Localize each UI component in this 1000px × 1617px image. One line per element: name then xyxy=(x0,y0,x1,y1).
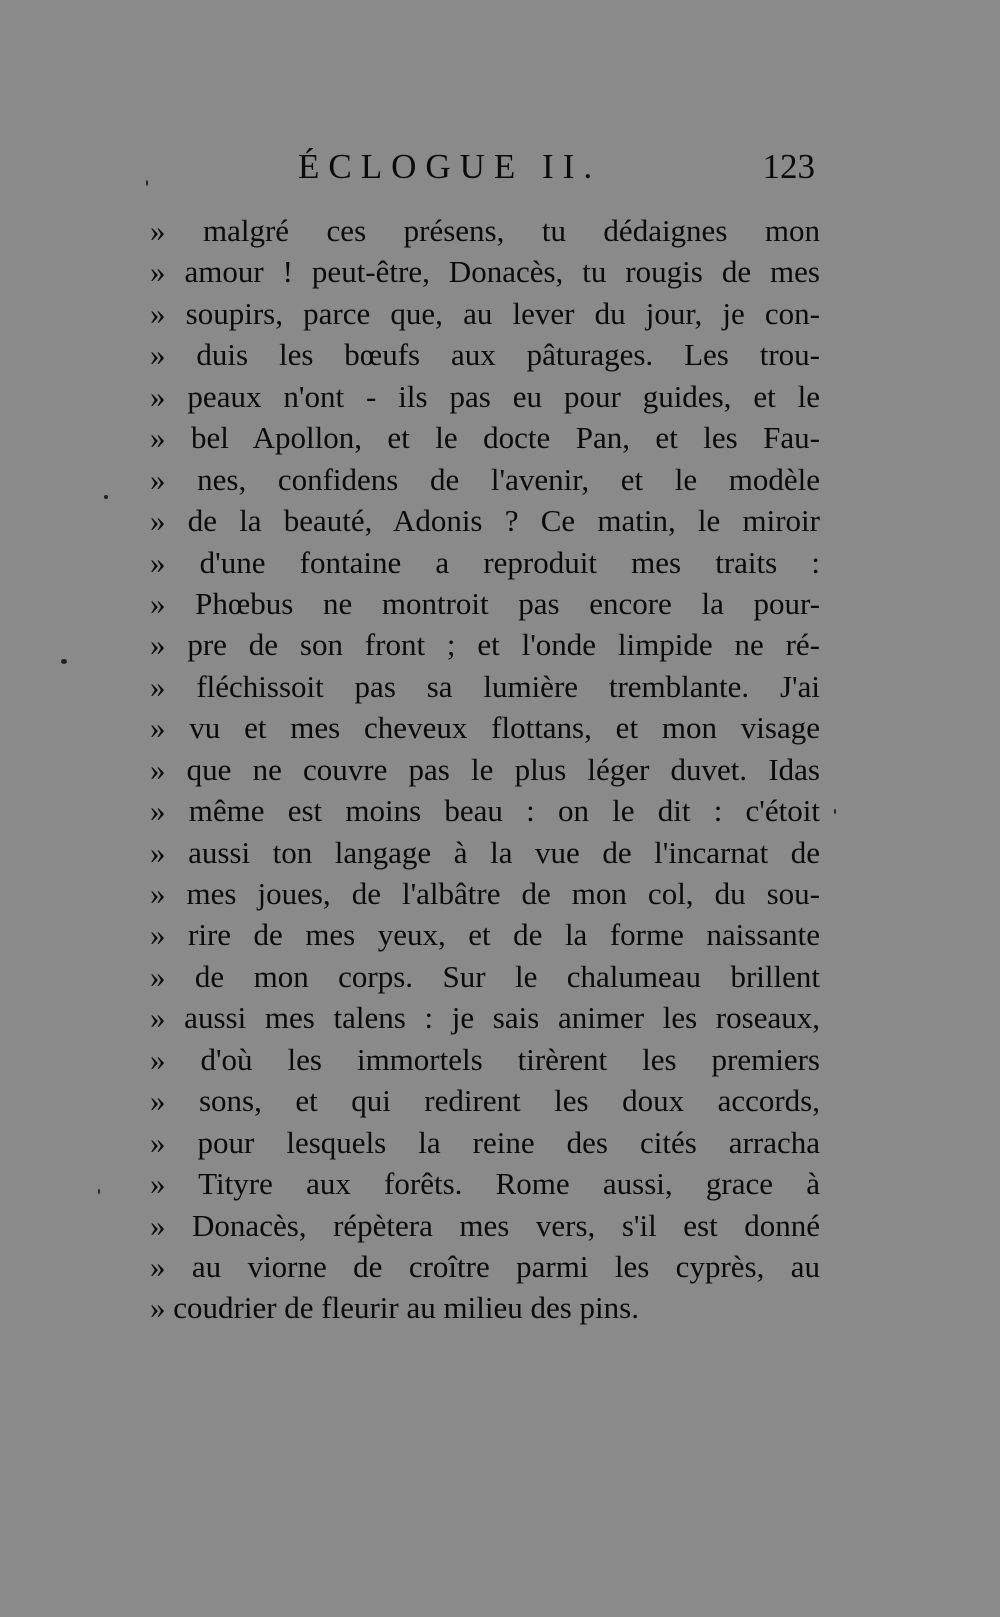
running-title: ÉCLOGUE II. xyxy=(298,147,602,186)
body-text xyxy=(150,210,820,1329)
text-line: » Donacès, répètera mes vers, s'il est donné xyxy=(150,1207,820,1243)
text-line: » peaux n'ont - ils pas eu pour guides, et le xyxy=(150,378,820,414)
text-line: » rire de mes yeux, et de la forme naissante xyxy=(150,917,820,953)
text-line: » Tityre aux forêts. Rome aussi, grace à xyxy=(150,1166,820,1202)
text-line: » que ne couvre pas le plus léger duvet. Idas xyxy=(150,751,820,787)
text-line: » fléchissoit pas sa lumière tremblante. J'ai xyxy=(150,668,820,704)
running-head xyxy=(150,142,815,192)
scan-speck xyxy=(104,495,108,499)
text-line: » duis les bœufs aux pâturages. Les trou- xyxy=(150,337,820,373)
text-line: » même est moins beau : on le dit : c'étoit xyxy=(150,793,820,829)
scan-speck xyxy=(834,809,836,814)
text-line: » malgré ces présens, tu dédaignes mon xyxy=(150,213,820,248)
text-line: » pour lesquels la reine des cités arracha xyxy=(150,1124,820,1160)
scan-speck xyxy=(61,659,67,664)
text-line: » sons, et qui redirent les doux accords, xyxy=(150,1083,820,1119)
text-line: » d'une fontaine a reproduit mes traits : xyxy=(150,544,820,580)
text-line: » soupirs, parce que, au lever du jour, je con- xyxy=(150,295,820,331)
text-line: » au viorne de croître parmi les cyprès, au xyxy=(150,1248,820,1284)
text-line: » mes joues, de l'albâtre de mon col, du sou- xyxy=(150,876,820,911)
text-line: » aussi mes talens : je sais animer les roseaux, xyxy=(150,1000,820,1036)
text-line: » bel Apollon, et le docte Pan, et les Fau- xyxy=(150,420,820,456)
text-line: » nes, confidens de l'avenir, et le modèle xyxy=(150,461,820,497)
text-line: » Phœbus ne montroit pas encore la pour- xyxy=(150,585,820,621)
text-line: » coudrier de fleurir au milieu des pins. xyxy=(150,1290,639,1326)
text-line: » amour ! peut-être, Donacès, tu rougis de mes xyxy=(150,254,820,290)
text-line: » vu et mes cheveux flottans, et mon visage xyxy=(150,710,820,746)
page-number: 123 xyxy=(762,147,815,186)
text-line: » de mon corps. Sur le chalumeau brillent xyxy=(150,958,820,994)
scan-speck xyxy=(146,180,148,186)
scan-speck xyxy=(98,1189,100,1194)
text-line: » aussi ton langage à la vue de l'incarnat de xyxy=(150,834,820,870)
text-line: » d'où les immortels tirèrent les premiers xyxy=(150,1041,820,1077)
text-line: » pre de son front ; et l'onde limpide ne ré- xyxy=(150,627,820,663)
text-line: » de la beauté, Adonis ? Ce matin, le miroir xyxy=(150,503,820,539)
